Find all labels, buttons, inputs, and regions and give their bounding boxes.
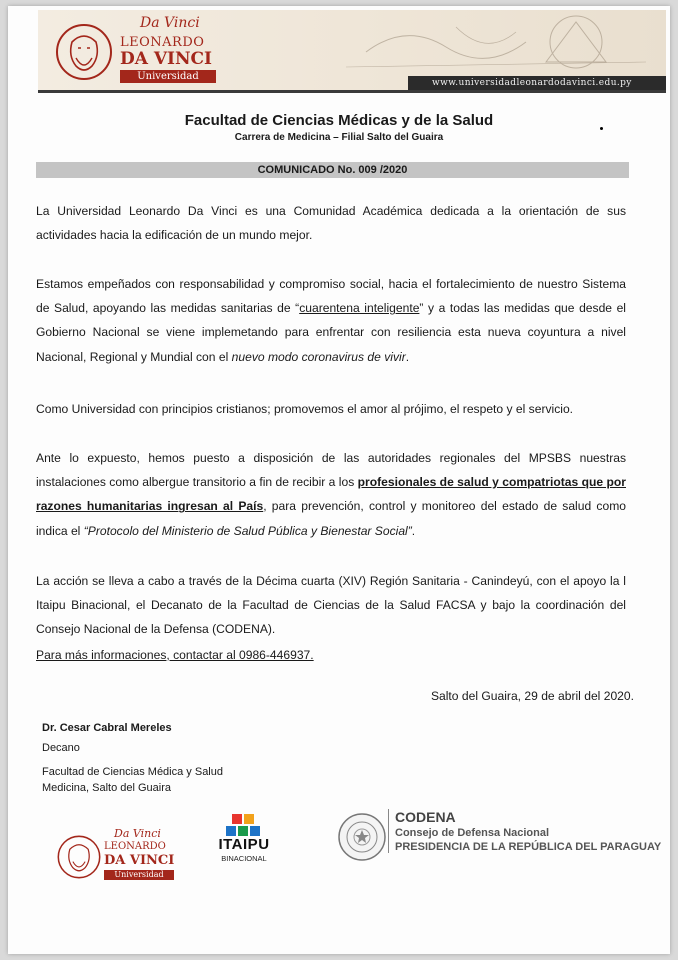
footer-logo-univ: Universidad <box>104 870 174 880</box>
itaipu-emblem-icon <box>224 814 264 836</box>
signer-faculty: Facultad de Ciencias Médica y Salud <box>42 766 223 778</box>
paraguay-seal-icon <box>337 812 387 862</box>
university-logo <box>54 16 224 86</box>
paragraph-measures <box>36 446 626 543</box>
footer-university-logo <box>56 828 176 888</box>
p2-italic: nuevo modo coronavirus de vivir <box>231 349 406 364</box>
p4-bold-underlined: profesionales de salud y compatriotas que por razones humanitarias ingresan al País <box>36 475 626 514</box>
da-vinci-portrait-icon <box>54 22 114 82</box>
itaipu-logo <box>212 814 276 870</box>
place-date: Salto del Guaira, 29 de abril del 2020. <box>430 689 634 703</box>
paragraph-principles: Como Universidad con principios cristianos; promovemos el amor al prójimo, el respeto y el servicio. <box>36 402 574 416</box>
signer-role: Decano <box>42 742 80 754</box>
paragraph-commitment <box>36 272 626 369</box>
contact-line <box>36 643 626 667</box>
comunicado-title: COMUNICADO No. 009 /2020 <box>36 162 629 178</box>
p2-text-b: ” y a todas las medidas que desde el Gobierno Nacional se viene implemetando para enfrentar con resiliencia esta nueva coyuntura a nivel Nacional, Regional y Mundial con el <box>36 301 626 364</box>
logo-name-line1: LEONARDO <box>120 35 205 50</box>
footer-logo-name1: LEONARDO <box>104 841 166 852</box>
p4-text-a: Ante lo expuesto, hemos puesto a disposición de las autoridades regionales del MPSBS nuestras instalaciones como albergue transitorio a fin de recibir a los <box>36 451 626 490</box>
contact-text: Para más informaciones, contactar al 0986-446937. <box>36 648 314 662</box>
codena-title: CODENA <box>395 809 456 825</box>
p4-italic: “Protocolo del Ministerio de Salud Pública y Bienestar Social” <box>83 523 412 538</box>
itaipu-name: ITAIPU <box>218 836 270 853</box>
vitruvian-sketch-image <box>346 12 646 70</box>
stray-dot <box>600 127 603 130</box>
p2-text-a: Estamos empeñados con responsabilidad y compromiso social, hacia el fortalecimiento de nuestro Sistema de Salud, apoyando las medidas sanitarias de “ <box>36 277 626 316</box>
p4-text-c: . <box>411 523 416 538</box>
codena-presidency: PRESIDENCIA DE LA REPÚBLICA DEL PARAGUAY <box>395 841 662 853</box>
website-url: www.universidadleonardodavinci.edu.py <box>408 76 666 90</box>
da-vinci-portrait-icon <box>56 834 102 880</box>
p4-text-b: , para prevención, control y monitoreo del estado de salud como indica el <box>36 499 626 538</box>
faculty-title: Facultad de Ciencias Médicas y de la Salud <box>184 112 494 129</box>
logo-script: Da Vinci <box>140 15 200 31</box>
footer-logo-name2: DA VINCI <box>104 853 175 868</box>
itaipu-sub: BINACIONAL <box>221 854 267 863</box>
paragraph-intro: La Universidad Leonardo Da Vinci es una Comunidad Académica dedicada a la orientación de sus actividades hacia la edificación de un mundo mejor. <box>36 204 626 243</box>
logo-name-line2: DA VINCI <box>120 49 213 69</box>
p2-text-c: . <box>405 349 410 364</box>
career-line: Carrera de Medicina – Filial Salto del Guaira <box>234 132 444 143</box>
footer-logo-script: Da Vinci <box>114 827 161 840</box>
codena-subtitle: Consejo de Defensa Nacional <box>395 827 550 839</box>
paragraph-action: La acción se lleva a cabo a través de la Décima cuarta (XIV) Región Sanitaria - Canindeyú, con el apoyo la l Itaipu Binacional, el Decanato de la Facultad de Ciencias de la Salud FACSA y bajo la coordinación del Consejo Nacional de la Defensa (CODENA). <box>36 574 626 637</box>
codena-block <box>388 809 661 853</box>
signer-campus: Medicina, Salto del Guaira <box>42 782 172 794</box>
p2-underlined: cuarentena inteligente <box>299 301 420 316</box>
signer-name: Dr. Cesar Cabral Mereles <box>42 722 172 734</box>
logo-univ-label: Universidad <box>120 70 216 83</box>
